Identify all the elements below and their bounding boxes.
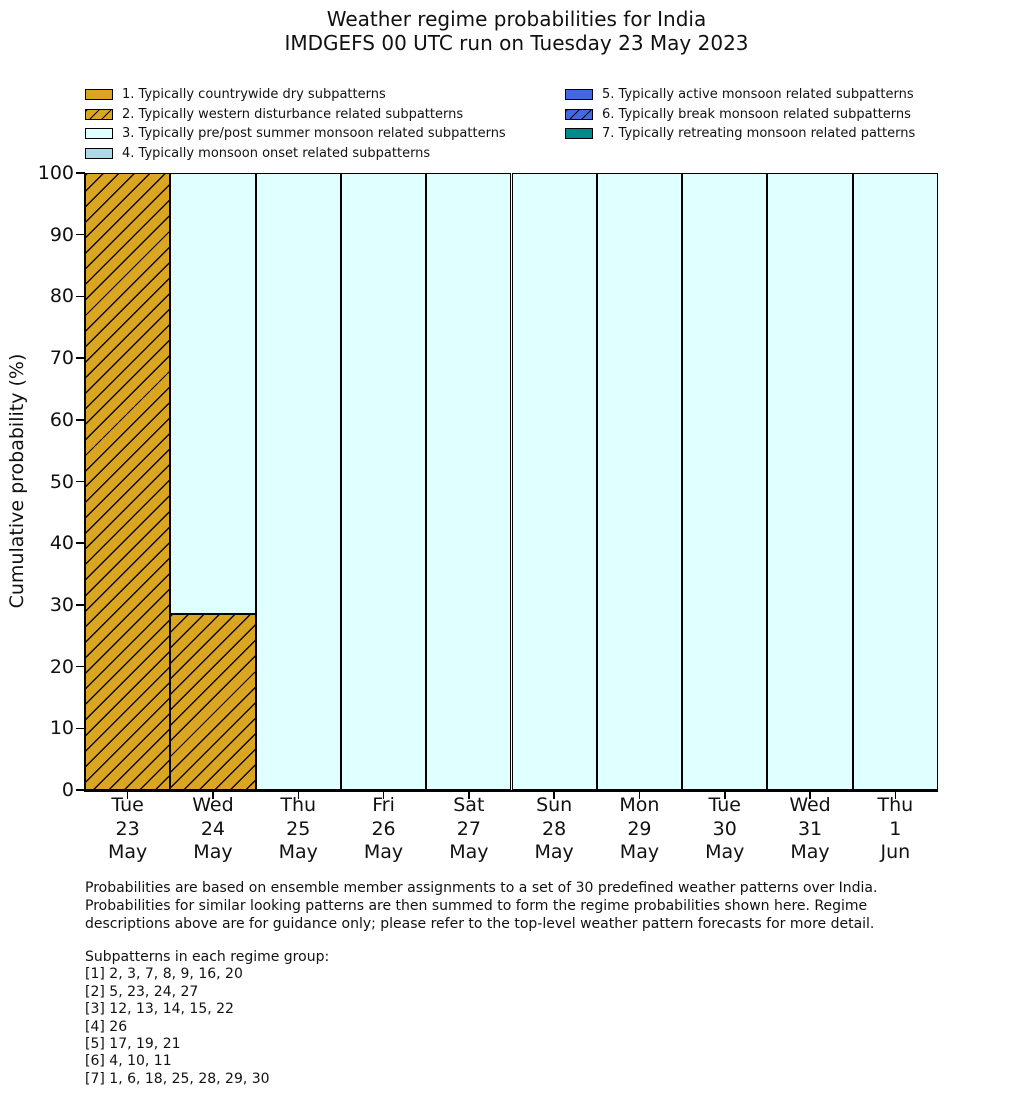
x-tick-label-line: Sat [453,794,485,816]
legend-item-label: 7. Typically retreating monsoon related patterns [602,126,916,142]
bar-column [682,173,767,790]
x-tick-label-line: 24 [200,817,226,840]
x-tick-label [853,794,938,865]
legend-swatch-icon [85,128,113,139]
legend-swatch-icon [85,109,113,120]
legend-item [565,105,915,125]
x-axis-labels [85,794,938,876]
subpatterns-line: [2] 5, 23, 24, 27 [85,983,199,1000]
legend-item-label: 1. Typically countrywide dry subpatterns [122,87,386,103]
x-tick-label-line: Wed [192,794,234,816]
legend-swatch-icon [85,148,113,159]
x-tick-label [341,794,426,865]
x-tick-label-line: Sun [536,794,573,816]
bar-column [170,173,255,790]
x-tick-label-line: May [705,841,745,863]
footnote-line: Probabilities for similar looking patterns are then summed to form the regime probabilities shown here. Regime [85,898,868,915]
x-tick-label-line: Jun [880,841,911,863]
x-tick-label-line: May [449,841,489,863]
bar-segment [85,173,170,790]
x-tick-label-line: 1 [889,817,902,840]
bar-segment [767,173,852,790]
bar-segment [170,614,255,790]
bar-column [853,173,938,790]
x-tick-label [682,794,767,865]
x-tick-label-line: 28 [542,817,567,840]
y-tick-mark [76,542,85,544]
y-tick-mark [76,789,85,791]
subpatterns-line: [4] 26 [85,1018,128,1035]
footnote [85,879,877,934]
y-tick-label: 100 [37,162,74,184]
y-tick-mark [76,172,85,174]
x-tick-label-line: 30 [712,817,737,840]
legend-item [565,124,915,144]
legend-swatch-icon [85,89,113,100]
y-tick-mark [76,666,85,668]
y-tick-label: 30 [49,593,74,616]
x-tick-label-line: 27 [456,817,481,840]
legend-item [85,124,506,144]
chart-subtitle: IMDGEFS 00 UTC run on Tuesday 23 May 2023 [284,31,749,55]
x-tick-label-line: Thu [877,794,914,816]
bar-segment [597,173,682,790]
legend-column-right [565,85,915,144]
legend-item [85,144,506,164]
footnote-line: Probabilities are based on ensemble member assignments to a set of 30 predefined weather patterns over India. [85,880,878,896]
x-tick-label-line: 29 [627,817,652,840]
legend-item [85,105,506,125]
bar-segment [341,173,426,790]
y-axis-label: Cumulative probability (%) [6,353,28,609]
y-tick-label: 70 [49,347,74,370]
chart-title: Weather regime probabilities for India [326,7,707,31]
x-tick-label-line: Tue [111,794,144,816]
x-tick-label [256,794,341,865]
x-tick-label-line: Wed [789,794,831,816]
x-tick-label [85,794,170,865]
y-tick-mark [76,234,85,236]
y-tick-label: 60 [49,408,74,431]
legend-column-left [85,85,506,163]
x-tick-label-line: Tue [708,794,741,816]
y-tick-label: 50 [49,470,74,493]
x-tick-label-line: Mon [619,794,660,816]
bar-column [256,173,341,790]
x-tick-label [170,794,255,865]
y-tick-label: 80 [49,285,74,308]
y-tick-label: 10 [49,717,74,740]
legend-item [85,85,506,105]
x-tick-label-line: May [790,841,830,863]
x-tick-label-line: 25 [286,817,311,840]
y-tick-mark [76,604,85,606]
x-tick-label-line: May [619,841,660,863]
y-tick-mark [76,296,85,298]
bar-column [767,173,852,790]
legend-item-label: 3. Typically pre/post summer monsoon related subpatterns [122,126,506,142]
x-tick-label-line: May [534,841,574,863]
x-tick-label-line: May [363,841,404,863]
y-axis-tick-labels [0,162,74,801]
subpatterns-line: [5] 17, 19, 21 [85,1036,181,1053]
bar-segment [682,173,767,790]
y-tick-mark [76,481,85,483]
y-tick-mark [76,357,85,359]
legend-swatch-icon [565,109,593,120]
legend-swatch-icon [565,89,593,100]
subpatterns-list [85,949,329,1088]
x-tick-label [597,794,682,865]
x-tick-label-line: 31 [797,817,823,840]
bar-column [85,173,170,790]
bar-segment [512,173,597,790]
x-tick-label-line: Thu [280,794,317,816]
footnote-line: descriptions above are for guidance only; please refer to the top-level weather pattern forecasts for more detail. [85,916,875,933]
bar-segment [256,173,341,790]
legend-item-label: 2. Typically western disturbance related subpatterns [122,106,464,122]
bar-column [341,173,426,790]
y-tick-mark [76,419,85,421]
subpatterns-title: Subpatterns in each regime group: [85,949,330,965]
bar-column [512,173,597,790]
subpatterns-line: [7] 1, 6, 18, 25, 28, 29, 30 [85,1070,270,1087]
y-tick-mark [76,728,85,730]
y-tick-label: 20 [49,655,74,678]
x-tick-label-line: Fri [372,794,395,816]
x-tick-label-line: May [108,841,148,863]
bar-segment [853,173,938,790]
bar-segment [426,173,511,790]
x-tick-label [512,794,597,865]
legend-swatch-icon [565,128,593,139]
x-tick-label [767,794,852,865]
subpatterns-line: [1] 2, 3, 7, 8, 9, 16, 20 [85,966,243,983]
bar-segment [170,173,255,614]
bar-column [597,173,682,790]
x-tick-label [426,794,511,865]
x-tick-label-line: May [193,841,233,863]
y-tick-label: 0 [61,779,74,801]
legend-item-label: 6. Typically break monsoon related subpatterns [602,106,911,122]
subpatterns-line: [3] 12, 13, 14, 15, 22 [85,1001,234,1018]
legend-item [565,85,915,105]
x-tick-label-line: 23 [115,817,140,840]
x-tick-label-line: 26 [371,817,396,840]
bar-column [426,173,511,790]
legend-item-label: 4. Typically monsoon onset related subpatterns [122,146,431,162]
legend-item-label: 5. Typically active monsoon related subpatterns [602,87,914,103]
x-tick-label-line: May [278,841,318,863]
y-tick-label: 40 [49,532,74,555]
y-tick-label: 90 [49,223,74,246]
plot-area [85,173,938,790]
subpatterns-line: [6] 4, 10, 11 [85,1053,172,1070]
